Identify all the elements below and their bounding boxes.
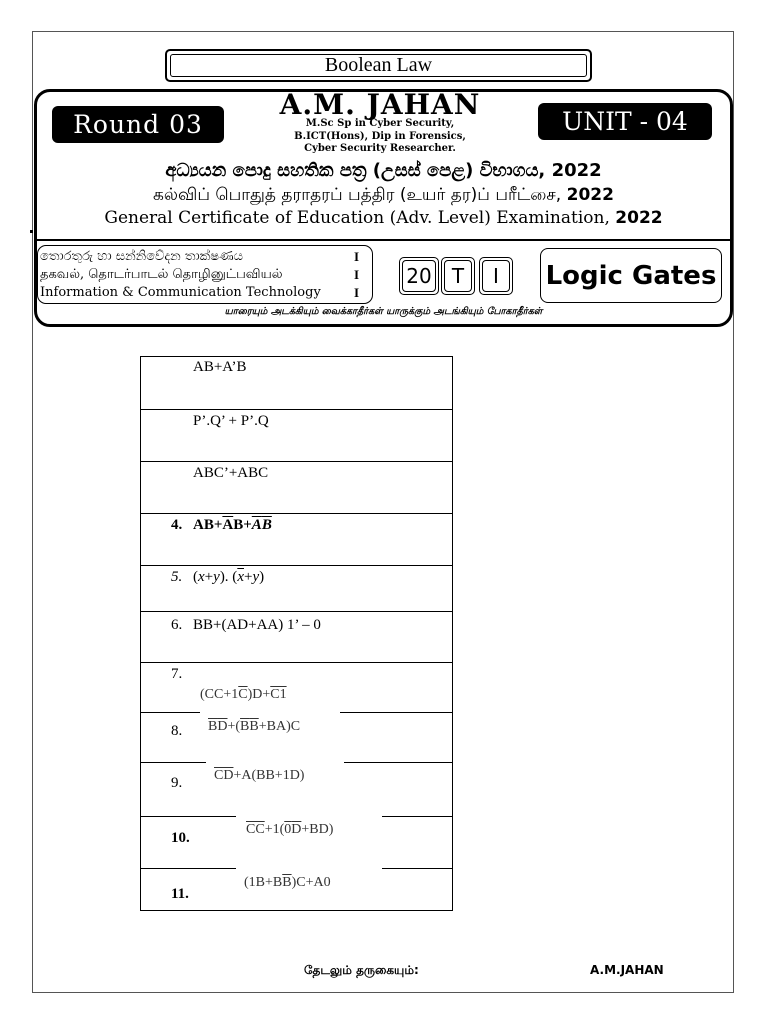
topic-box: Logic Gates <box>540 248 722 303</box>
subject-sinhala: තොරතුරු හා සන්නිවේදන තාක්ෂණය I <box>40 249 359 264</box>
row-divider <box>344 762 453 763</box>
row-divider <box>140 662 453 663</box>
question-4-number: 4. <box>171 517 183 533</box>
row-divider <box>140 712 200 713</box>
exam-title-english: General Certificate of Education (Adv. Level) Examination, 2022 <box>104 208 663 228</box>
exam-title-sinhala: අධ්‍යයන පොදු සහතික පත්‍ර (උසස් පෙළ) විභාගය, 2022 <box>165 160 602 181</box>
footer-label: தேடலும் தருகையும்: <box>304 963 419 977</box>
row-divider <box>140 816 236 817</box>
question-7: $(CC+1\overline{C})D+C1$ <box>200 687 287 702</box>
credential-line: Cyber Security Researcher. <box>304 143 456 154</box>
row-divider <box>140 762 206 763</box>
question-10-number: 10. <box>171 830 190 846</box>
row-divider <box>340 712 453 713</box>
title-box <box>165 49 592 82</box>
header-divider <box>34 239 733 241</box>
question-11: $(1B+B\overline{B})C+A0$ <box>244 875 331 890</box>
question-6: BB+(AD+AA) 1’ – 0 <box>193 617 321 633</box>
question-10: $\overline{CC}+1(0\overline{D}+BD)$ <box>246 822 334 837</box>
row-divider <box>382 816 453 817</box>
question-8: $BD+(\overline{B}\overline{B}+BA)C$ <box>208 719 301 734</box>
row-divider <box>140 461 453 462</box>
credential-line: B.ICT(Hons), Dip in Forensics, <box>294 131 466 142</box>
round-badge: Round 03 <box>52 106 224 143</box>
margin-dot <box>30 230 33 233</box>
row-divider <box>140 611 453 612</box>
subject-tamil: தகவல், தொடர்பாடல் தொழினுட்பவியல் I <box>40 267 359 282</box>
row-divider <box>140 565 453 566</box>
question-9: $\overline{CD}+A(BB+1D)$ <box>214 768 305 783</box>
question-4: $AB+\overline{A}B+\overline{A}\overline{B}$ <box>193 517 272 533</box>
question-6-number: 6. <box>171 617 183 633</box>
paper-code-i: I <box>479 257 513 295</box>
paper-code-20: 20 <box>399 257 439 295</box>
question-2: P’.Q’ + P’.Q <box>193 413 269 429</box>
question-8-number: 8. <box>171 723 183 739</box>
question-1: AB+A’B <box>193 359 247 375</box>
credential-line: M.Sc Sp in Cyber Security, <box>305 118 455 129</box>
unit-badge: UNIT - 04 <box>538 103 712 140</box>
question-5-number: 5. <box>171 569 183 585</box>
row-divider <box>140 409 453 410</box>
exam-title-tamil: கல்விப் பொதுத் தராதரப் பத்திர (உயர் தர)ப் பரீட்சை, 2022 <box>153 185 614 205</box>
question-5: (x+y). $(\overline{x}+y)$ <box>193 569 265 585</box>
footer-author: A.M.JAHAN <box>590 963 664 977</box>
question-9-number: 9. <box>171 775 183 791</box>
question-3: ABC’+ABC <box>193 465 269 481</box>
subject-english: Information & Communication Technology I <box>40 285 359 300</box>
author-name: A.M. JAHAN <box>279 88 481 121</box>
motto: யாரையும் அடக்கியும் வைக்காதீர்கள் யாருக்கும் அடங்கியும் போகாதீர்கள் <box>224 306 543 317</box>
question-11-number: 11. <box>171 886 189 902</box>
row-divider <box>382 868 453 869</box>
row-divider <box>140 513 453 514</box>
row-divider <box>140 868 236 869</box>
question-7-number: 7. <box>171 666 183 682</box>
paper-code-t: T <box>441 257 475 295</box>
page-title: Boolean Law <box>170 54 587 77</box>
